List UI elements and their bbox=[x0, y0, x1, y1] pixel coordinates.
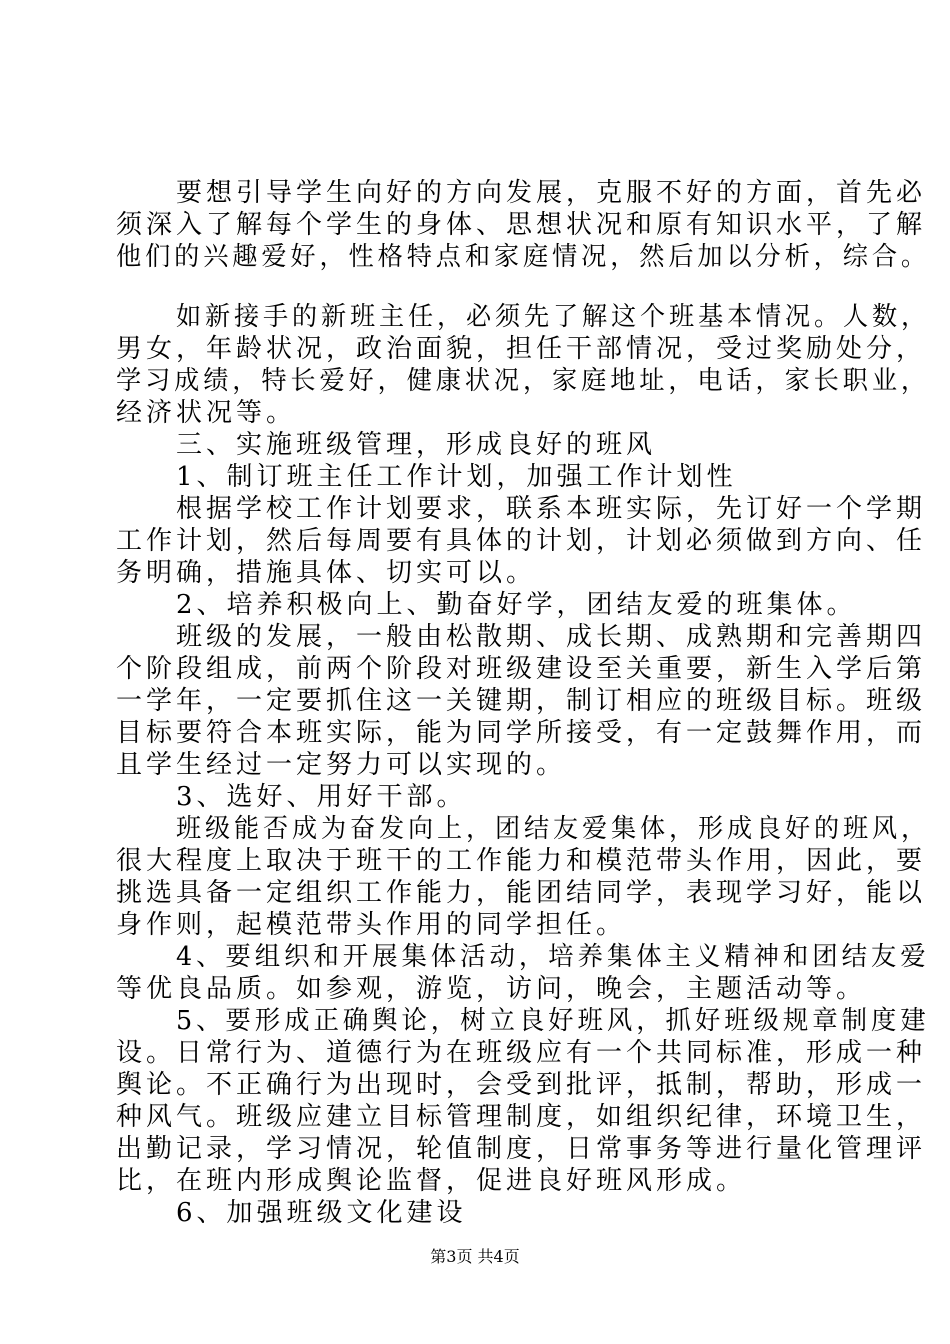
text-line: 很大程度上取决于班干的工作能力和模范带头作用，因此，要 bbox=[116, 846, 927, 876]
subsection-heading: 1、制订班主任工作计划，加强工作计划性 bbox=[176, 462, 737, 492]
text-line: 如新接手的新班主任，必须先了解这个班基本情况。人数， bbox=[176, 302, 931, 332]
text-line: 工作计划，然后每周要有具体的计划，计划必须做到方向、任 bbox=[116, 526, 927, 556]
text-line: 他们的兴趣爱好，性格特点和家庭情况，然后加以分析，综合。 bbox=[116, 242, 930, 272]
text-line: 设。日常行为、道德行为在班级应有一个共同标准，形成一种 bbox=[116, 1038, 927, 1068]
text-line: 舆论。不正确行为出现时，会受到批评，抵制，帮助，形成一 bbox=[116, 1070, 927, 1100]
text-line: 等优良品质。如参观，游览，访问，晚会，主题活动等。 bbox=[116, 974, 867, 1004]
subsection-heading: 4、要组织和开展集体活动，培养集体主义精神和团结友爱 bbox=[176, 942, 930, 972]
text-line: 挑选具备一定组织工作能力，能团结同学，表现学习好，能以 bbox=[116, 878, 927, 908]
text-line: 种风气。班级应建立目标管理制度，如组织纪律，环境卫生， bbox=[116, 1102, 927, 1132]
text-line: 个阶段组成，前两个阶段对班级建设至关重要，新生入学后第 bbox=[116, 654, 927, 684]
subsection-heading: 3、选好、用好干部。 bbox=[176, 782, 467, 812]
text-line: 出勤记录，学习情况，轮值制度，日常事务等进行量化管理评 bbox=[116, 1134, 927, 1164]
text-line: 须深入了解每个学生的身体、思想状况和原有知识水平，了解 bbox=[116, 210, 927, 240]
subsection-heading: 6、加强班级文化建设 bbox=[176, 1198, 467, 1228]
text-line: 男女，年龄状况，政治面貌，担任干部情况，受过奖励处分， bbox=[116, 334, 927, 364]
text-line: 目标要符合本班实际，能为同学所接受，有一定鼓舞作用，而 bbox=[116, 718, 927, 748]
text-line: 经济状况等。 bbox=[116, 398, 297, 428]
text-line: 班级的发展，一般由松散期、成长期、成熟期和完善期四 bbox=[176, 622, 927, 652]
text-line: 根据学校工作计划要求，联系本班实际，先订好一个学期 bbox=[176, 494, 927, 524]
text-line: 一学年，一定要抓住这一关键期，制订相应的班级目标。班级 bbox=[116, 686, 927, 716]
text-line: 务明确，措施具体、切实可以。 bbox=[116, 558, 537, 588]
text-line: 比，在班内形成舆论监督，促进良好班风形成。 bbox=[116, 1166, 747, 1196]
section-heading: 三、实施班级管理，形成良好的班风 bbox=[176, 430, 657, 460]
text-line: 且学生经过一定努力可以实现的。 bbox=[116, 750, 567, 780]
subsection-heading: 5、要形成正确舆论，树立良好班风，抓好班级规章制度建 bbox=[176, 1006, 930, 1036]
text-line: 学习成绩，特长爱好，健康状况，家庭地址，电话，家长职业， bbox=[116, 366, 930, 396]
page-footer: 第3页 共4页 bbox=[430, 1247, 520, 1266]
subsection-heading: 2、培养积极向上、勤奋好学，团结友爱的班集体。 bbox=[176, 590, 857, 620]
text-line: 要想引导学生向好的方向发展，克服不好的方面，首先必 bbox=[176, 178, 927, 208]
text-line: 身作则，起模范带头作用的同学担任。 bbox=[116, 910, 627, 940]
text-line: 班级能否成为奋发向上，团结友爱集体，形成良好的班风， bbox=[176, 814, 931, 844]
